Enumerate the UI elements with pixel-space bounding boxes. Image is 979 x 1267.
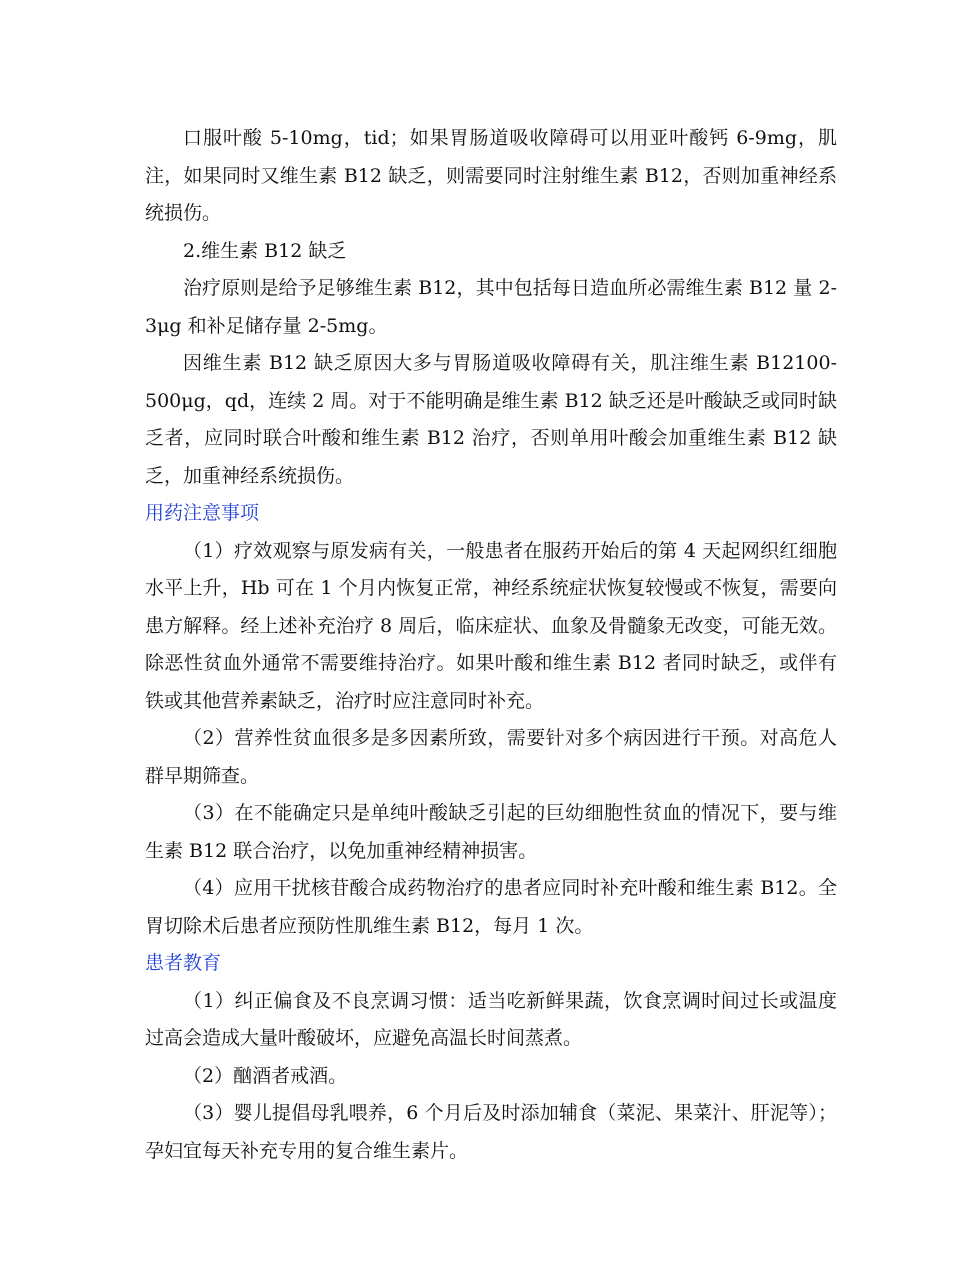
list-item: （4）应用干扰核苷酸合成药物治疗的患者应同时补充叶酸和维生素 B12。全胃切除术后患者应预防性肌维生素 B12，每月 1 次。	[145, 877, 837, 937]
paragraph-treatment-principle: 治疗原则是给予足够维生素 B12，其中包括每日造血所必需维生素 B12 量 2-3μg 和补足储存量 2-5mg。	[145, 277, 837, 337]
section-heading-medication-notes: 用药注意事项	[145, 502, 260, 524]
list-item: （3）婴儿提倡母乳喂养，6 个月后及时添加辅食（菜泥、果菜汁、肝泥等）；孕妇宜每天补充专用的复合维生素片。	[145, 1102, 837, 1162]
list-item: （1）疗效观察与原发病有关，一般患者在服药开始后的第 4 天起网织红细胞水平上升，Hb 可在 1 个月内恢复正常，神经系统症状恢复较慢或不恢复，需要向患方解释。经上述补充治疗 8 周后，临床症状、血象及骨髓象无改变，可能无效。除恶性贫血外通常不需要维持治疗。如果叶酸和维生素 B12 者同时缺乏，或伴有铁或其他营养素缺乏，治疗时应注意同时补充。	[145, 539, 837, 712]
document-page	[145, 120, 837, 1170]
paragraph-b12-injection: 因维生素 B12 缺乏原因大多与胃肠道吸收障碍有关，肌注维生素 B12100-500μg，qd，连续 2 周。对于不能明确是维生素 B12 缺乏还是叶酸缺乏或同时缺乏者，应同时联合叶酸和维生素 B12 治疗，否则单用叶酸会加重维生素 B12 缺乏，加重神经系统损伤。	[145, 352, 837, 487]
subheading-b12-deficiency: 2.维生素 B12 缺乏	[183, 239, 347, 262]
list-item: （3）在不能确定只是单纯叶酸缺乏引起的巨幼细胞性贫血的情况下，要与维生素 B12 联合治疗，以免加重神经精神损害。	[145, 802, 837, 862]
list-item: （2）营养性贫血很多是多因素所致，需要针对多个病因进行干预。对高危人群早期筛查。	[145, 727, 837, 787]
list-item: （2）酗酒者戒酒。	[183, 1064, 348, 1087]
section-heading-patient-education: 患者教育	[145, 952, 222, 974]
paragraph-folic-acid-dosage: 口服叶酸 5-10mg，tid；如果胃肠道吸收障碍可以用亚叶酸钙 6-9mg，肌注，如果同时又维生素 B12 缺乏，则需要同时注射维生素 B12，否则加重神经系统损伤。	[145, 127, 837, 224]
list-item: （1）纠正偏食及不良烹调习惯：适当吃新鲜果蔬，饮食烹调时间过长或温度过高会造成大量叶酸破坏，应避免高温长时间蒸煮。	[145, 989, 837, 1049]
